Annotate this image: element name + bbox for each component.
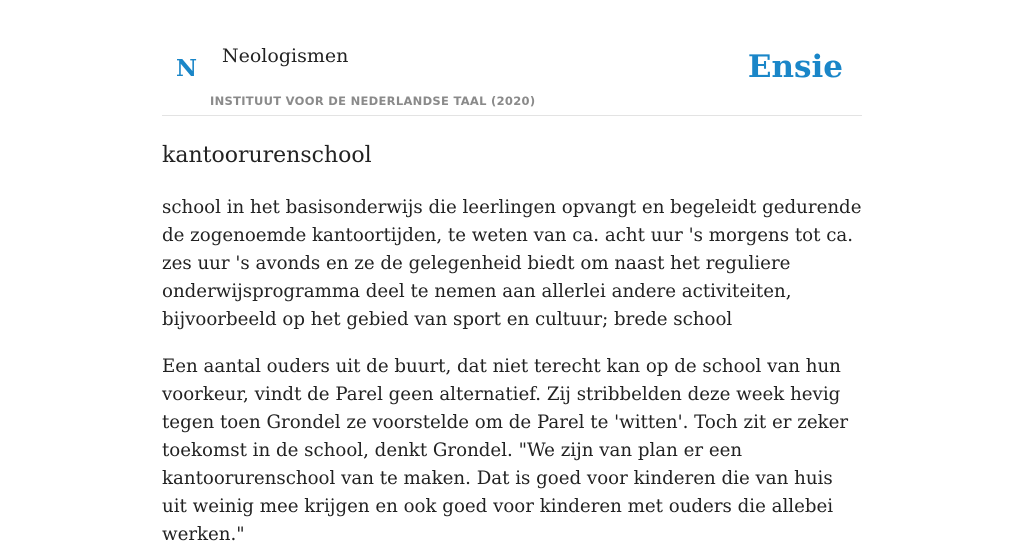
source-organization: INSTITUUT VOOR DE NEDERLANDSE TAAL (2020) xyxy=(210,94,536,108)
source-badge: N xyxy=(176,55,198,82)
entry-definition: school in het basisonderwijs die leerlingen opvangt en begeleidt gedurende de zogenoemde kantoortijden, te weten van ca. acht uur 's morgens tot ca. zes uur 's avonds en ze de gelegenheid biedt om naast het reguliere onderwijsprogramma deel te nemen aan allerlei andere activiteiten, bijvoorbeeld op het gebied van sport en cultuur; brede school xyxy=(162,197,862,330)
source-name-link[interactable]: Neologismen xyxy=(222,45,349,67)
source-header xyxy=(162,0,862,116)
entry-card xyxy=(162,0,862,549)
entry-example: Een aantal ouders uit de buurt, dat niet terecht kan op de school van hun voorkeur, vindt de Parel geen alternatief. Zij stribbelden deze week hevig tegen toen Grondel ze voorstelde om de Parel te 'witten'. Toch zit er zeker toekomst in de school, denkt Grondel. "We zijn van plan er een kantoorurenschool van te maken. Dat is goed voor kinderen die van huis uit weinig mee krijgen en ook goed voor kinderen met ouders die allebei werken." xyxy=(162,356,849,545)
ensie-logo[interactable]: Ensie xyxy=(747,49,843,85)
entry-term: kantoorurenschool xyxy=(162,143,372,168)
